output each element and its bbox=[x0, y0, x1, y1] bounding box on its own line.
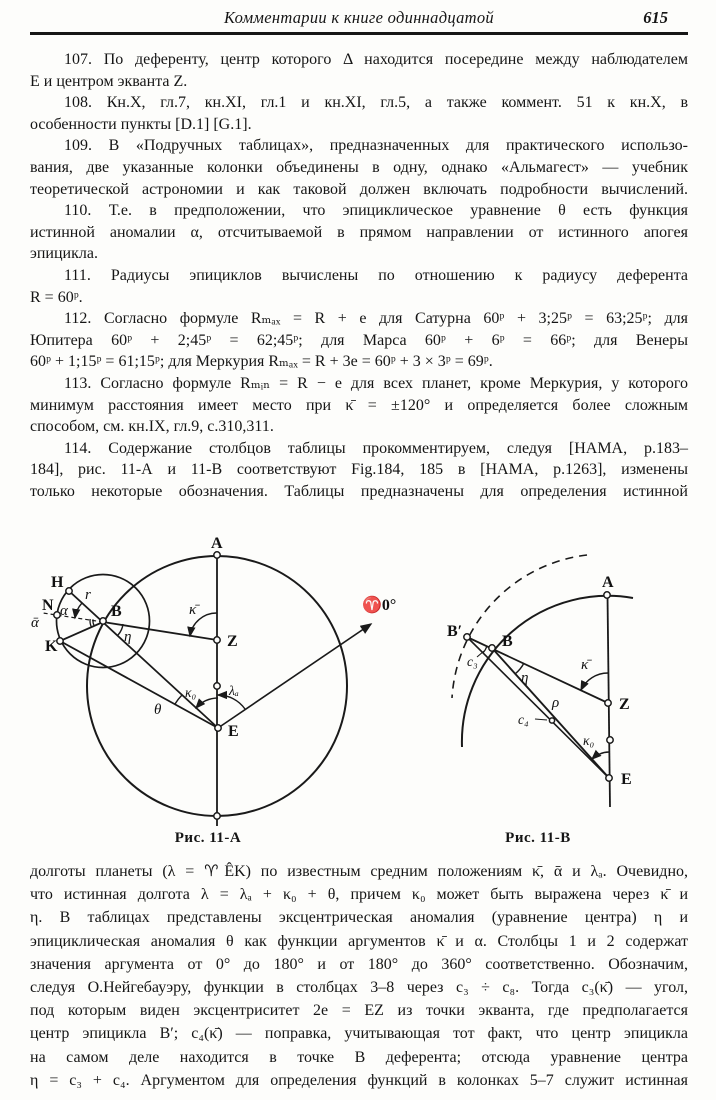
point-E bbox=[606, 775, 612, 781]
label-alpha-bar: ᾱ bbox=[31, 615, 39, 631]
point-deferent-center bbox=[214, 683, 220, 689]
note-109-line: вания, две указанные колонки объединены в одну, однако «Альмагест» — учебник bbox=[30, 158, 688, 176]
label-E: E bbox=[621, 771, 632, 788]
figure-11a bbox=[25, 535, 405, 835]
header-rule bbox=[30, 32, 688, 35]
kappa-bar-arc bbox=[581, 673, 608, 690]
label-r: r bbox=[85, 587, 91, 603]
point-deferent-center bbox=[607, 737, 613, 743]
note-107-line: 107. По деференту, центр которого Δ находится посередине между наблюдателем bbox=[64, 51, 688, 68]
label-kappa0: κ₀ bbox=[185, 685, 197, 700]
label-K: K bbox=[45, 638, 58, 655]
point-B bbox=[100, 618, 106, 624]
figure-11b-caption: Рис. 11-В bbox=[505, 830, 571, 846]
cont-line: η = c₃ + c₄. Аргументом для определения функций в колонках 5–7 служит истинная bbox=[30, 1071, 688, 1089]
label-E: E bbox=[228, 723, 239, 740]
theta-arc bbox=[175, 695, 182, 704]
cont-line: на самом деле находится в точке B деферента; отсюда уравнение центра bbox=[30, 1048, 688, 1066]
label-B: B bbox=[111, 603, 122, 620]
kappa0-arc bbox=[196, 698, 218, 708]
point-A bbox=[214, 552, 220, 558]
cont-line: под которым виден эксцентриситет 2e = EZ из точки экванта, где предполагается bbox=[30, 1002, 688, 1020]
label-kappa-bar: κ̄ bbox=[189, 602, 197, 618]
line-B-E bbox=[492, 648, 609, 778]
note-108-line: особенности пункты [D.1] [G.1]. bbox=[30, 115, 252, 133]
label-Bprime: B′ bbox=[447, 623, 463, 640]
continuation-text-block bbox=[30, 860, 688, 1092]
note-114-line: 114. Содержание столбцов таблицы прокомментируем, следуя [HAMA, p.183– bbox=[64, 439, 688, 457]
label-H: H bbox=[51, 574, 64, 591]
point-perigee bbox=[214, 813, 220, 819]
cont-line: долготы планеты (λ = ♈ÊK) по известным средним положениям κ̄, ᾱ и λₐ. Очевидно, bbox=[30, 863, 689, 880]
note-113-line: минимум расстояния имеет место при κ̄ = ±120° и определяется более сложным bbox=[30, 396, 688, 414]
label-A: A bbox=[602, 574, 614, 591]
label-eta: η bbox=[521, 670, 529, 686]
running-title: Комментарии к книге одиннадцатой bbox=[224, 8, 494, 27]
cont-line: эпициклическая аномалия θ как функции аргументов κ̄ и α. Столбцы 1 и 2 содержат bbox=[30, 932, 688, 950]
point-E bbox=[215, 725, 221, 731]
notes-text-block bbox=[30, 49, 688, 502]
note-109-line: 109. В «Подручных таблицах», предназначенных для практического использо- bbox=[64, 137, 688, 155]
point-B bbox=[489, 645, 495, 651]
page-header bbox=[30, 8, 688, 32]
alpha-arc bbox=[75, 603, 82, 618]
cont-line: значения аргумента от 0° до 180° и от 180° до 360° соответственно. Обозначим, bbox=[30, 955, 688, 973]
note-107-line: Е и центром экванта Z. bbox=[30, 72, 188, 90]
label-N: N bbox=[42, 597, 54, 614]
point-Z bbox=[605, 700, 611, 706]
label-Z: Z bbox=[227, 633, 238, 650]
point-A bbox=[604, 592, 610, 598]
aries-direction-arrow bbox=[218, 624, 371, 728]
point-Bprime bbox=[464, 634, 470, 640]
label-rho: ρ bbox=[552, 695, 560, 711]
label-alpha: α bbox=[60, 603, 68, 619]
label-c4: c₄ bbox=[518, 712, 529, 727]
figure-11b bbox=[435, 550, 705, 820]
kappa0-arc bbox=[592, 752, 609, 759]
note-110-line: 110. Т.е. в предположении, что эпициклическое уравнение θ есть функция bbox=[64, 202, 688, 220]
label-eta: η bbox=[124, 629, 132, 645]
alpha-bar-tick bbox=[90, 619, 91, 627]
label-lambda-a: λₐ bbox=[229, 683, 239, 698]
cont-line: центр эпицикла B′; c₄(κ̄) — поправка, учитывающая тот факт, что центр эпицикла bbox=[30, 1025, 688, 1043]
note-112-line: Юпитера 60ᵖ + 2;45ᵖ = 62;45ᵖ; для Марса 60ᵖ + 6ᵖ = 66ᵖ; для Венеры bbox=[30, 331, 688, 349]
cont-line: следуя О.Нейгебауэру, функции в столбцах 3–8 через c₃ ÷ c₈. Тогда c₃(κ̄) — угол, bbox=[30, 979, 688, 997]
label-theta: θ bbox=[154, 702, 162, 718]
label-Z: Z bbox=[619, 696, 630, 713]
note-108-line: 108. Кн.X, гл.7, кн.XI, гл.1 и кн.XI, гл.5, а также коммент. 51 к кн.X, в bbox=[64, 94, 688, 112]
note-109-line: теоретической астрономии и как таковой должен включать подробности вычислений. bbox=[30, 180, 688, 198]
c4-leader bbox=[535, 719, 547, 720]
cont-line: что истинная долгота λ = λₐ + κ₀ + θ, причем κ₀ может быть выражена через κ̄ и bbox=[30, 886, 688, 904]
note-111-line: 111. Радиусы эпициклов вычислены по отношению к радиусу деферента bbox=[64, 266, 688, 284]
label-c3: c₃ bbox=[467, 654, 478, 669]
label-kappa0: κ₀ bbox=[583, 733, 595, 748]
label-kappa-bar: κ̄ bbox=[581, 657, 589, 673]
figure-11a-caption: Рис. 11-А bbox=[174, 830, 242, 846]
label-aries-0deg: ♈0° bbox=[362, 597, 397, 614]
cont-line: η. В таблицах представлены эксцентрическая аномалия (уравнение центра) η и bbox=[30, 909, 688, 927]
point-K bbox=[57, 638, 63, 644]
page-number: 615 bbox=[643, 8, 668, 27]
point-Z bbox=[214, 637, 220, 643]
point-H bbox=[66, 588, 72, 594]
label-A: A bbox=[211, 535, 223, 552]
note-114-line: 184], рис. 11-А и 11-В соответствуют Fig.184, 185 в [HAMA, p.1263], изменены bbox=[30, 461, 688, 479]
note-114-line: только некоторые обозначения. Таблицы предназначены для определения истинной bbox=[30, 482, 688, 500]
note-110-line: истинной аномалии α, отсчитываемой в прямом направлении от истинного апогея bbox=[30, 223, 688, 241]
c4-point-marker bbox=[549, 718, 554, 723]
c3-leader bbox=[477, 651, 484, 657]
note-112-line: 112. Согласно формуле Rₘₐₓ = R + e для Сатурна 60ᵖ + 3;25ᵖ = 63;25ᵖ; для bbox=[64, 310, 688, 328]
note-111-line: R = 60ᵖ. bbox=[30, 288, 83, 306]
note-113-line: способом, см. кн.IX, гл.9, с.310,311. bbox=[30, 418, 274, 436]
label-B: B bbox=[502, 633, 513, 650]
note-113-line: 113. Согласно формуле Rₘᵢₙ = R − e для всех планет, кроме Меркурия, у которого bbox=[64, 374, 688, 392]
note-112-line: 60ᵖ + 1;15ᵖ = 61;15ᵖ; для Меркурия Rₘₐₓ = R + 3e = 60ᵖ + 3 × 3ᵖ = 69ᵖ. bbox=[30, 353, 493, 371]
note-110-line: эпицикла. bbox=[30, 245, 98, 263]
